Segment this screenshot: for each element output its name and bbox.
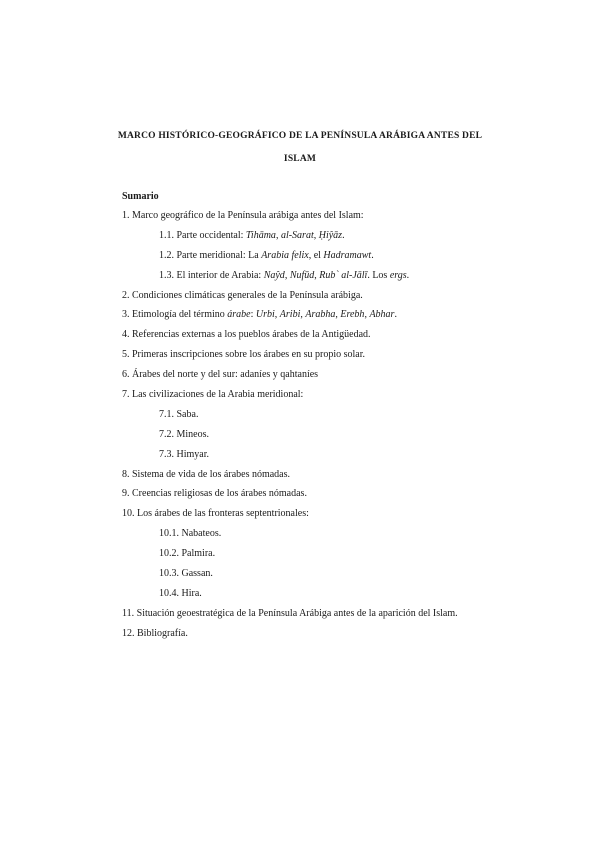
toc-text: . xyxy=(342,229,345,241)
toc-item xyxy=(0,330,600,350)
toc-subitem xyxy=(0,430,600,450)
toc-text: , xyxy=(364,309,370,321)
toc-text: 1.3. El interior de Arabia: xyxy=(159,269,264,281)
toc-italic-term: Tihāma xyxy=(245,229,276,241)
toc-text: , xyxy=(300,309,306,321)
toc-text: , xyxy=(284,269,290,281)
toc-text: 9. Creencias religiosas de los árabes nómadas. xyxy=(122,488,307,500)
toc-item xyxy=(0,390,600,410)
toc-italic-term: Erebh xyxy=(340,309,365,321)
toc-italic-term: Arabia felix xyxy=(261,249,309,261)
toc-text: 7. Las civilizaciones de la Arabia meridional: xyxy=(122,389,304,401)
toc-italic-term: árabe xyxy=(227,309,251,321)
toc-italic-term: al-Sarat xyxy=(280,229,314,241)
toc-text: , xyxy=(275,229,281,241)
toc-text: 3. Etimología del término xyxy=(122,309,228,321)
toc-text: 6. Árabes del norte y del sur: adaníes y qahtaníes xyxy=(122,369,319,381)
toc-italic-term: Hadramawt xyxy=(323,249,372,261)
toc-text: 10.2. Palmira. xyxy=(159,548,216,560)
toc-text: 7.2. Mineos. xyxy=(159,428,209,440)
toc-text: 11. Situación geoestratégica de la Península Arábiga antes de la aparición del Islam. xyxy=(122,607,458,619)
toc-text: 12. Bibliografía. xyxy=(122,627,188,639)
toc-text: 10.1. Nabateos. xyxy=(159,528,222,540)
toc-italic-term: Abhar xyxy=(369,309,395,321)
toc-text: : xyxy=(250,309,256,321)
toc-subitem xyxy=(0,549,600,569)
toc-text: . xyxy=(394,309,397,321)
toc-italic-term: Aribi xyxy=(279,309,301,321)
document-title-line-1: MARCO HISTÓRICO-GEOGRÁFICO DE LA PENÍNSULA ARÁBIGA ANTES DEL xyxy=(117,131,483,141)
toc-text: 10.4. Hira. xyxy=(159,587,202,599)
toc-italic-term: Nufūd xyxy=(289,269,315,281)
toc-italic-term: Rub` al-Jālī xyxy=(319,269,368,281)
toc-text: , xyxy=(313,229,319,241)
toc-text: 5. Primeras inscripciones sobre los árabes en su propio solar. xyxy=(122,349,366,361)
toc-subitem xyxy=(0,569,600,589)
toc-subitem xyxy=(0,410,600,430)
toc-text: . xyxy=(406,269,410,281)
toc-text: . xyxy=(371,249,374,261)
toc-item xyxy=(0,211,600,231)
toc-item xyxy=(0,310,600,330)
toc-subitem xyxy=(0,529,600,549)
toc-text: 7.1. Saba. xyxy=(159,408,199,420)
toc-subitem xyxy=(0,231,600,251)
toc-text: 1.2. Parte meridional: La xyxy=(159,249,262,261)
toc-item xyxy=(0,350,600,370)
toc-subitem xyxy=(0,271,600,291)
toc-text: , xyxy=(274,309,280,321)
toc-italic-term: Naŷd xyxy=(263,269,285,281)
toc-item xyxy=(0,291,600,311)
toc-item xyxy=(0,509,600,529)
toc-text: 10.3. Gassan. xyxy=(159,568,213,580)
toc-item xyxy=(0,489,600,509)
toc-subitem xyxy=(0,450,600,470)
toc-item xyxy=(0,629,600,649)
toc-italic-term: ergs xyxy=(389,269,407,281)
toc-italic-term: Ḥiŷāz xyxy=(318,229,343,241)
toc-item xyxy=(0,370,600,390)
toc-text: , el xyxy=(308,249,324,261)
toc-italic-term: Urbi xyxy=(255,309,275,321)
summary-heading: Sumario xyxy=(122,191,159,202)
toc-text: 4. Referencias externas a los pueblos árabes de la Antigüedad. xyxy=(122,329,371,341)
toc-text: 10. Los árabes de las fronteras septentrionales: xyxy=(122,508,309,520)
toc-text: 8. Sistema de vida de los árabes nómadas. xyxy=(122,468,291,480)
toc-text: , xyxy=(314,269,320,281)
toc-text: 1.1. Parte occidental: xyxy=(159,229,246,241)
toc-text: 2. Condiciones climáticas generales de la Península arábiga. xyxy=(122,289,363,301)
toc-subitem xyxy=(0,589,600,609)
toc-item xyxy=(0,609,600,629)
toc-subitem xyxy=(0,251,600,271)
toc-text: 7.3. Himyar. xyxy=(159,448,209,460)
document-title-line-2: ISLAM xyxy=(283,154,317,164)
table-of-contents xyxy=(0,211,600,649)
toc-text: 1. Marco geográfico de la Península arábiga antes del Islam: xyxy=(122,210,364,221)
toc-text: , xyxy=(335,309,341,321)
toc-text: . Los xyxy=(367,269,390,281)
toc-item xyxy=(0,470,600,490)
toc-italic-term: Arabha xyxy=(305,309,336,321)
